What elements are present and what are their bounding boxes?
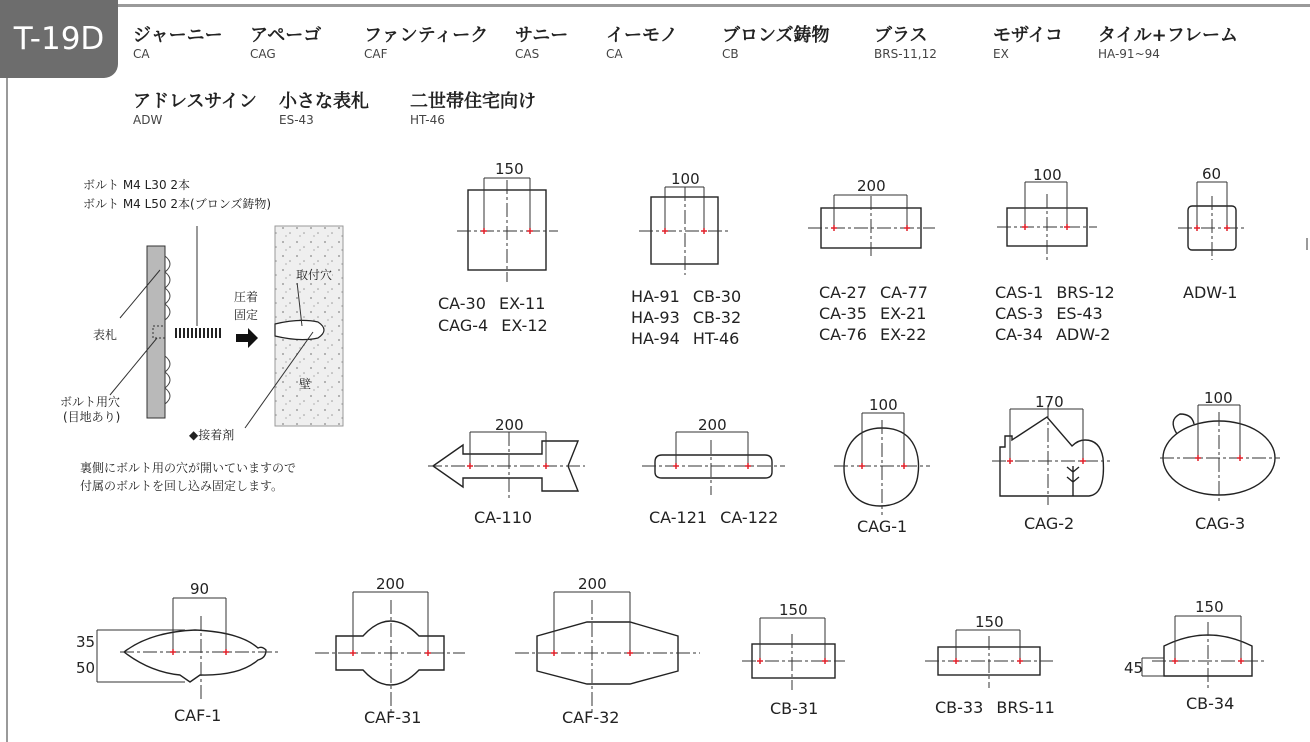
diagram-cas-1: [997, 182, 1097, 260]
install-note-2: 付属のボルトを回し込み固定します。: [80, 479, 284, 493]
category-name: 二世帯住宅向け: [410, 91, 536, 112]
dim-label: 60: [1202, 165, 1222, 183]
category-code: HA-91~94: [1098, 47, 1160, 61]
dim-label: 50: [76, 659, 96, 677]
nameplate-label: 表札: [93, 328, 118, 342]
category-name: 小さな表札: [279, 91, 369, 112]
model-label: CAG-1: [857, 517, 908, 536]
diagram-caf-31: [315, 592, 465, 712]
model-label: CB-34: [1186, 694, 1235, 713]
category-name: モザイコ: [993, 25, 1064, 46]
category-code: CA: [606, 47, 623, 61]
diagram-cb-33: [925, 630, 1053, 688]
category-code: CA: [133, 47, 150, 61]
diagram-cb-34: [1142, 616, 1264, 690]
model-label: CAG-4 EX-12: [438, 316, 548, 335]
press-label-1: 圧着: [234, 290, 259, 304]
dim-label: 150: [779, 601, 808, 619]
model-label: HA-91 CB-30: [631, 287, 742, 306]
dim-label: 150: [975, 613, 1004, 631]
dim-label: 200: [578, 575, 607, 593]
category-code: BRS-11,12: [874, 47, 937, 61]
dim-label: 100: [1033, 166, 1062, 184]
model-label: CB-31: [770, 699, 819, 718]
bolt-spec-2: ボルト M4 L50 2本(ブロンズ鋳物): [83, 197, 272, 211]
model-label: CA-35 EX-21: [819, 304, 927, 323]
diagram-adw-1: [1178, 182, 1246, 260]
model-label: CA-34 ADW-2: [995, 325, 1111, 344]
model-label: CA-110: [474, 508, 533, 527]
category-name: アドレスサイン: [133, 91, 257, 112]
category-name: ジャーニー: [133, 25, 223, 46]
category-code: ES-43: [279, 113, 314, 127]
model-label: CAG-2: [1024, 514, 1075, 533]
model-label: CAS-1 BRS-12: [995, 283, 1115, 302]
category-code: CAG: [250, 47, 276, 61]
model-label: CAF-1: [174, 706, 222, 725]
diagram-cb-31: [742, 618, 845, 690]
category-code: EX: [993, 47, 1009, 61]
dim-label: 150: [1195, 598, 1224, 616]
bolt-hole-sublabel: (目地あり): [63, 410, 121, 424]
dim-label: 170: [1035, 393, 1064, 411]
category-name: サニー: [515, 25, 569, 46]
model-label: CAG-3: [1195, 514, 1246, 533]
diagram-ca-27: [808, 195, 935, 258]
category-code: HT-46: [410, 113, 445, 127]
mount-hole-label: 取付穴: [296, 268, 333, 282]
category-code: CAF: [364, 47, 388, 61]
model-label: CAF-31: [364, 708, 422, 727]
dim-label: 200: [698, 416, 727, 434]
wall-label: 壁: [299, 377, 312, 391]
category-name: アペーゴ: [250, 25, 322, 46]
bolt-hole-label: ボルト用穴: [60, 395, 121, 409]
model-label: CA-121 CA-122: [649, 508, 779, 527]
model-label: CB-33 BRS-11: [935, 698, 1055, 717]
dim-label: 150: [495, 160, 524, 178]
model-label: HA-94 HT-46: [631, 329, 740, 348]
page-code-badge: T-19D: [0, 0, 118, 78]
press-label-2: 固定: [234, 308, 259, 322]
model-label: CA-76 EX-22: [819, 325, 927, 344]
dim-label: 90: [190, 580, 210, 598]
bolt-spec-1: ボルト M4 L30 2本: [83, 178, 191, 192]
diagram-ha-91: [639, 187, 730, 275]
category-name: イーモノ: [606, 25, 678, 46]
model-label: CA-30 EX-11: [438, 294, 546, 313]
dim-label: 35: [76, 633, 96, 651]
model-label: ADW-1: [1183, 283, 1238, 302]
category-code: ADW: [133, 113, 163, 127]
install-note-1: 裏側にボルト用の穴が開いていますので: [80, 461, 297, 475]
diagram-cag-1: [834, 413, 930, 515]
model-label: CAS-3 ES-43: [995, 304, 1103, 323]
category-code: CB: [722, 47, 739, 61]
dim-label: 100: [671, 170, 700, 188]
model-label: CA-27 CA-77: [819, 283, 928, 302]
dim-label: 200: [857, 177, 886, 195]
model-label: HA-93 CB-32: [631, 308, 742, 327]
diagram-cag-3: [1160, 405, 1280, 502]
dim-label: 200: [495, 416, 524, 434]
category-name: ブロンズ鋳物: [722, 25, 830, 46]
diagram-caf-1: [97, 598, 280, 700]
category-name: タイル+フレーム: [1098, 25, 1239, 46]
model-label: CAF-32: [562, 708, 620, 727]
diagram-ca-121: [642, 432, 785, 495]
diagram-cag-2: [992, 405, 1110, 505]
diagram-caf-32: [515, 592, 700, 712]
dim-label: 100: [1204, 389, 1233, 407]
diagram-ca-110: [428, 432, 585, 500]
category-code: CAS: [515, 47, 540, 61]
diagram-ca-30: [457, 178, 558, 282]
dim-label: 200: [376, 575, 405, 593]
category-name: ファンティーク: [364, 25, 489, 46]
category-name: ブラス: [874, 25, 928, 46]
dim-label: 100: [869, 396, 898, 414]
adhesive-label: ◆接着剤: [189, 428, 235, 442]
dim-label: 45: [1124, 659, 1144, 677]
